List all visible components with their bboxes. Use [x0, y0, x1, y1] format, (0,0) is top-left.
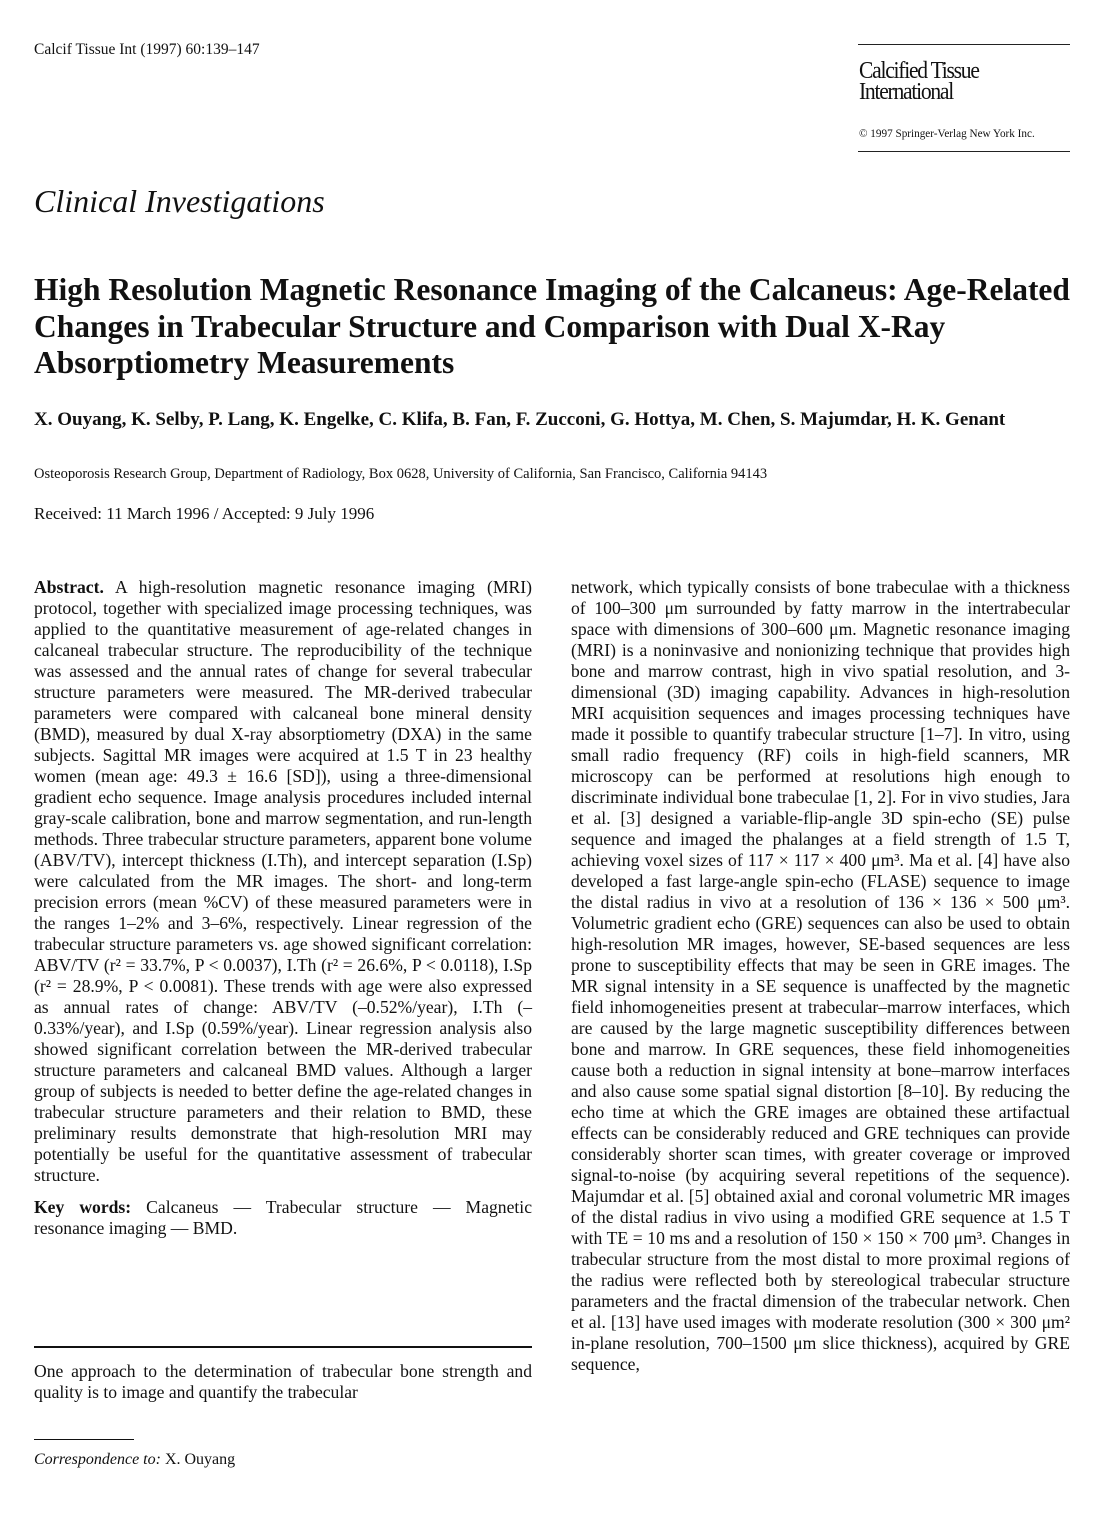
left-column [34, 577, 532, 1239]
journal-citation: Calcif Tissue Int (1997) 60:139–147 [34, 41, 260, 58]
keywords-label: Key words: [34, 1197, 132, 1217]
abstract-label: Abstract. [34, 577, 104, 597]
article-title: High Resolution Magnetic Resonance Imaging of the Calcaneus: Age-Related Changes in Trabecular Structure and Comparison with Dual X-Ray Absorptiometry Measurements [34, 272, 1070, 380]
keywords [34, 1197, 532, 1239]
footnote-divider [34, 1439, 134, 1440]
keywords-text: Calcaneus — Trabecular structure — Magnetic resonance imaging — BMD. [34, 1197, 532, 1238]
body-text: network, which typically consists of bone trabeculae with a thickness of 100–300 μm surrounded by fatty marrow in the intertrabecular space with dimensions of 300–600 μm. Magnetic resonance imaging (MRI) is a noninvasive and nonionizing technique that provides high bone and marrow contrast, high in vivo spatial resolution, and 3-dimensional (3D) imaging capability. Advances in high-resolution MRI acquisition sequences and images processing techniques have made it possible to quantify trabecular structure [1–7]. In vitro, using small radio frequency (RF) coils in high-field scanners, MR microscopy can be performed at resolutions high enough to discriminate individual bone trabeculae [1, 2]. For in vivo studies, Jara et al. [3] designed a variable-flip-angle 3D spin-echo (SE) pulse sequence and imaged the phalanges at a field strength of 1.5 T, achieving voxel sizes of 117 × 117 × 400 μm³. Ma et al. [4] have also developed a fast large-angle spin-echo (FLASE) sequence to image the distal radius in vivo at a resolution of 136 × 136 × 500 μm³. Volumetric gradient echo (GRE) sequences can also be used to obtain high-resolution MR images, however, SE-based sequences are less prone to susceptibility effects that may be seen in GRE images. The MR signal intensity in a SE sequence is unaffected by the magnetic field inhomogeneities present at trabecular–marrow interfaces, which are caused by the large magnetic susceptibility differences between bone and marrow. In GRE sequences, these field inhomogeneities cause both a reduction in signal intensity at bone–marrow interfaces and also cause some spatial signal distortion [8–10]. By reducing the echo time at which the GRE images are obtained these artifactual effects can be considerably reduced and GRE techniques can provide considerably shorter scan times, with greater coverage or improved signal-to-noise (by acquiring several repetitions of the sequence). Majumdar et al. [5] obtained axial and coronal volumetric MR images of the distal radius in vivo using a modified GRE sequence at 1.5 T with TE = 10 ms and a resolution of 150 × 150 × 700 μm³. Changes in trabecular structure from the most distal to more proximal regions of the radius were reflected both by stereological trabecular structure parameters and the fractal dimension of the trabecular network. Chen et al. [13] have used images with moderate resolution (300 × 300 μm² in-plane resolution, 700–1500 μm slice thickness), acquired by GRE sequence, [571, 577, 1070, 1374]
correspondence [34, 1451, 235, 1469]
author-list: X. Ouyang, K. Selby, P. Lang, K. Engelke, C. Klifa, B. Fan, F. Zucconi, G. Hottya, M. Chen, S. Majumdar, H. K. Genant [34, 409, 1006, 430]
right-column [571, 577, 1070, 1375]
correspondence-name: X. Ouyang [164, 1451, 236, 1468]
correspondence-label: Correspondence to: [34, 1451, 161, 1468]
section-divider [34, 1346, 532, 1348]
journal-logo-title: Calcified Tissue International [859, 58, 979, 105]
copyright-notice: © 1997 Springer-Verlag New York Inc. [859, 128, 1035, 140]
affiliation: Osteoporosis Research Group, Department of Radiology, Box 0628, University of California, San Francisco, California 94143 [34, 466, 768, 482]
introduction-start: One approach to the determination of trabecular bone strength and quality is to image and quantify the trabecular [34, 1361, 532, 1402]
received-dates: Received: 11 March 1996 / Accepted: 9 July 1996 [34, 504, 375, 523]
abstract-text: A high-resolution magnetic resonance imaging (MRI) protocol, together with specialized image processing techniques, was applied to the quantitative measurement of age-related changes in calcaneal trabecular structure. The reproducibility of the technique was assessed and the annual rates of change for several trabecular structure parameters were measured. The MR-derived trabecular parameters were compared with calcaneal bone mineral density (BMD), measured by dual X-ray absorptiometry (DXA) in the same subjects. Sagittal MR images were acquired at 1.5 T in 23 healthy women (mean age: 49.3 ± 16.6 [SD]), using a three-dimensional gradient echo sequence. Image analysis procedures included internal gray-scale calibration, bone and marrow segmentation, and run-length methods. Three trabecular structure parameters, apparent bone volume (ABV/TV), intercept thickness (I.Th), and intercept separation (I.Sp) were calculated from the MR images. The short- and long-term precision errors (mean %CV) of these measured parameters were in the ranges 1–2% and 3–6%, respectively. Linear regression of the trabecular structure parameters vs. age showed significant correlation: ABV/TV (r² = 33.7%, P < 0.0037), I.Th (r² = 26.6%, P < 0.0118), I.Sp (r² = 28.9%, P < 0.0081). These trends with age were also expressed as annual rates of change: ABV/TV (–0.52%/year), I.Th (–0.33%/year), and I.Sp (0.59%/year). Linear regression analysis also showed significant correlation between the MR-derived trabecular structure parameters and calcaneal BMD values. Although a larger group of subjects is needed to better define the age-related changes in trabecular structure parameters and their relation to BMD, these preliminary results demonstrate that high-resolution MRI may potentially be useful for the quantitative assessment of trabecular structure. [34, 577, 532, 1185]
section-heading: Clinical Investigations [34, 183, 325, 219]
journal-logo [858, 44, 1070, 152]
abstract [34, 577, 532, 1186]
